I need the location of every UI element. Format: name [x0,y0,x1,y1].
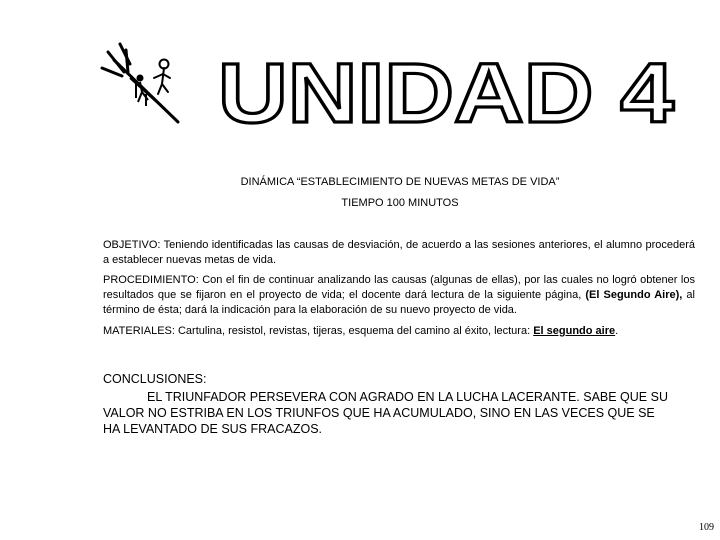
dynamic-heading: DINÁMICA “ESTABLECIMIENTO DE NUEVAS METAS DE VIDA” [240,176,560,188]
reading-title: El segundo aire [533,325,616,337]
materials-text: : Cartulina, resistol, revistas, tijeras, esquema del camino al éxito, lectura: [171,325,534,337]
objective-label: OBJETIVO [103,239,158,251]
conclusions-label: CONCLUSIONES: [103,372,207,386]
conclusions-text: EL TRIUNFADOR PERSEVERA CON AGRADO EN LA LUCHA LACERANTE. SABE QUE SU VALOR NO ESTRIBA EN LOS TRIUNFOS QUE HA ACUMULADO, SINO EN LAS VECES QUE SE HA LEVANTADO DE SUS FRACAZOS. [103,390,668,436]
materials-end: . [615,325,619,337]
procedure-label: PROCEDIMIENTO [103,274,196,286]
person-climbing-stairs-icon [100,42,190,124]
page-number: 109 [699,522,714,533]
svg-text:UNIDAD 4: UNIDAD 4 [218,46,675,128]
materials-label: MATERIALES [103,325,172,337]
objective-text: : Teniendo identificadas las causas de desviación, de acuerdo a las sesiones anteriores, el alumno procederá a establecer nuevas metas de vida. [103,239,695,266]
reading-title-bold: (El Segundo Aire), [585,289,683,301]
objective-paragraph [103,238,695,268]
materials-paragraph [103,324,695,339]
procedure-text: : Con el fin de continuar analizando las causas (algunas de ellas), por las cuales no logró obtener los resultados que se fijaron en el proyecto de vida; el docente dará lectura de la siguiente página, [103,274,695,301]
unit-title [212,18,680,128]
procedure-paragraph [103,273,695,318]
time-heading: TIEMPO 100 MINUTOS [341,197,459,209]
procedure-text-end: al término de ésta; dará la indicación para la elaboración de su nuevo proyecto de vida. [103,289,695,316]
